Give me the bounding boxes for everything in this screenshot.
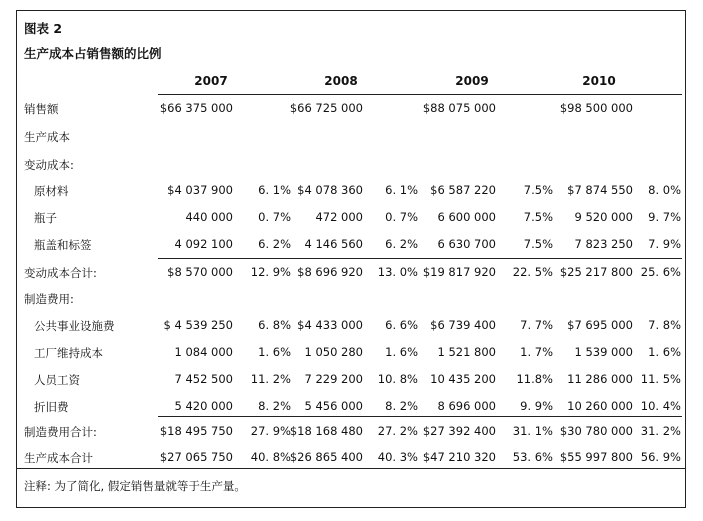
percent-cell: 8. 2% [258, 399, 291, 413]
row-label: 生产成本 [24, 130, 70, 144]
table-row [16, 450, 686, 466]
amount-cell: $18 495 750 [159, 424, 233, 438]
percent-cell: 31. 2% [640, 424, 681, 438]
table-row [16, 265, 686, 281]
row-label: 制造费用合计: [24, 425, 97, 439]
amount-cell: 8 696 000 [437, 399, 496, 413]
amount-cell: 7 229 200 [304, 372, 363, 386]
percent-cell: 8. 2% [385, 399, 418, 413]
note-rule [16, 468, 686, 469]
table-row [16, 129, 686, 145]
percent-cell: 6. 1% [385, 183, 418, 197]
row-label: 人员工资 [34, 373, 80, 387]
row-label: 瓶盖和标签 [34, 238, 92, 252]
amount-cell: $66 375 000 [159, 101, 233, 115]
year-2008: 2008 [324, 74, 358, 88]
percent-cell: 12. 9% [250, 265, 291, 279]
percent-cell: 10. 8% [377, 372, 418, 386]
subtotal-rule [158, 258, 682, 259]
amount-cell: 1 084 000 [174, 345, 233, 359]
table-row [16, 318, 686, 334]
row-label: 瓶子 [34, 211, 57, 225]
amount-cell: 11 286 000 [567, 372, 633, 386]
percent-cell: 27. 9% [250, 424, 291, 438]
amount-cell: $26 865 400 [289, 450, 363, 464]
percent-cell: 27. 2% [377, 424, 418, 438]
amount-cell: $7 874 550 [567, 183, 633, 197]
row-label: 原材料 [34, 184, 69, 198]
year-2010: 2010 [582, 74, 616, 88]
table-row [16, 399, 686, 415]
percent-cell: 11. 5% [640, 372, 681, 386]
amount-cell: $8 570 000 [167, 265, 233, 279]
row-label: 制造费用: [24, 292, 74, 306]
row-label: 变动成本合计: [24, 266, 97, 280]
amount-cell: 6 600 000 [437, 210, 496, 224]
percent-cell: 0. 7% [258, 210, 291, 224]
percent-cell: 7.5% [523, 210, 553, 224]
row-label: 折旧费 [34, 400, 69, 414]
amount-cell: $55 997 800 [559, 450, 633, 464]
amount-cell: 10 435 200 [430, 372, 496, 386]
amount-cell: 472 000 [315, 210, 363, 224]
amount-cell: $ 4 539 250 [163, 318, 233, 332]
figure-title: 生产成本占销售额的比例 [24, 46, 162, 61]
table-row [16, 237, 686, 253]
amount-cell: $25 217 800 [559, 265, 633, 279]
amount-cell: 7 823 250 [574, 237, 633, 251]
amount-cell: $18 168 480 [289, 424, 363, 438]
row-label: 销售额 [24, 102, 59, 116]
table-row [16, 424, 686, 440]
year-2007: 2007 [194, 74, 228, 88]
percent-cell: 6. 8% [258, 318, 291, 332]
table-row [16, 157, 686, 173]
overhead-rule [158, 416, 682, 417]
percent-cell: 7.5% [523, 237, 553, 251]
percent-cell: 40. 3% [377, 450, 418, 464]
amount-cell: 6 630 700 [437, 237, 496, 251]
percent-cell: 22. 5% [512, 265, 553, 279]
amount-cell: 9 520 000 [574, 210, 633, 224]
amount-cell: $98 500 000 [559, 101, 633, 115]
percent-cell: 13. 0% [377, 265, 418, 279]
amount-cell: $8 696 920 [297, 265, 363, 279]
amount-cell: 10 260 000 [567, 399, 633, 413]
amount-cell: 4 092 100 [174, 237, 233, 251]
table-row [16, 345, 686, 361]
amount-cell: 1 050 280 [304, 345, 363, 359]
amount-cell: $4 433 000 [297, 318, 363, 332]
percent-cell: 10. 4% [640, 399, 681, 413]
percent-cell: 9. 7% [648, 210, 681, 224]
amount-cell: $4 037 900 [167, 183, 233, 197]
year-header-row [16, 74, 686, 90]
percent-cell: 6. 1% [258, 183, 291, 197]
table-row [16, 183, 686, 199]
amount-cell: 440 000 [185, 210, 233, 224]
amount-cell: 1 521 800 [437, 345, 496, 359]
amount-cell: 5 420 000 [174, 399, 233, 413]
amount-cell: 4 146 560 [304, 237, 363, 251]
percent-cell: 6. 2% [258, 237, 291, 251]
amount-cell: 1 539 000 [574, 345, 633, 359]
year-2009: 2009 [455, 74, 489, 88]
percent-cell: 0. 7% [385, 210, 418, 224]
row-label: 变动成本: [24, 158, 74, 172]
percent-cell: 11. 2% [250, 372, 291, 386]
percent-cell: 1. 7% [520, 345, 553, 359]
row-label: 公共事业设施费 [34, 319, 115, 333]
percent-cell: 9. 9% [520, 399, 553, 413]
table-row [16, 101, 686, 117]
percent-cell: 31. 1% [512, 424, 553, 438]
amount-cell: $30 780 000 [559, 424, 633, 438]
amount-cell: $4 078 360 [297, 183, 363, 197]
amount-cell: $27 065 750 [159, 450, 233, 464]
percent-cell: 6. 6% [385, 318, 418, 332]
percent-cell: 56. 9% [640, 450, 681, 464]
amount-cell: $27 392 400 [422, 424, 496, 438]
amount-cell: $6 587 220 [430, 183, 496, 197]
percent-cell: 7. 9% [648, 237, 681, 251]
percent-cell: 6. 2% [385, 237, 418, 251]
percent-cell: 7.5% [523, 183, 553, 197]
footnote: 注释: 为了简化, 假定销售量就等于生产量。 [24, 479, 246, 493]
percent-cell: 8. 0% [648, 183, 681, 197]
percent-cell: 1. 6% [648, 345, 681, 359]
amount-cell: $19 817 920 [422, 265, 496, 279]
percent-cell: 7. 7% [520, 318, 553, 332]
percent-cell: 53. 6% [512, 450, 553, 464]
table-row [16, 210, 686, 226]
amount-cell: 7 452 500 [174, 372, 233, 386]
percent-cell: 40. 8% [250, 450, 291, 464]
percent-cell: 11.8% [516, 372, 553, 386]
amount-cell: $7 695 000 [567, 318, 633, 332]
percent-cell: 25. 6% [640, 265, 681, 279]
amount-cell: $6 739 400 [430, 318, 496, 332]
amount-cell: $66 725 000 [289, 101, 363, 115]
table-row [16, 291, 686, 307]
row-label: 生产成本合计 [24, 451, 93, 465]
figure-label: 图表 2 [24, 21, 63, 36]
percent-cell: 1. 6% [385, 345, 418, 359]
header-rule [158, 94, 682, 95]
row-label: 工厂维持成本 [34, 346, 103, 360]
amount-cell: $47 210 320 [422, 450, 496, 464]
table-row [16, 372, 686, 388]
amount-cell: $88 075 000 [422, 101, 496, 115]
percent-cell: 1. 6% [258, 345, 291, 359]
percent-cell: 7. 8% [648, 318, 681, 332]
amount-cell: 5 456 000 [304, 399, 363, 413]
